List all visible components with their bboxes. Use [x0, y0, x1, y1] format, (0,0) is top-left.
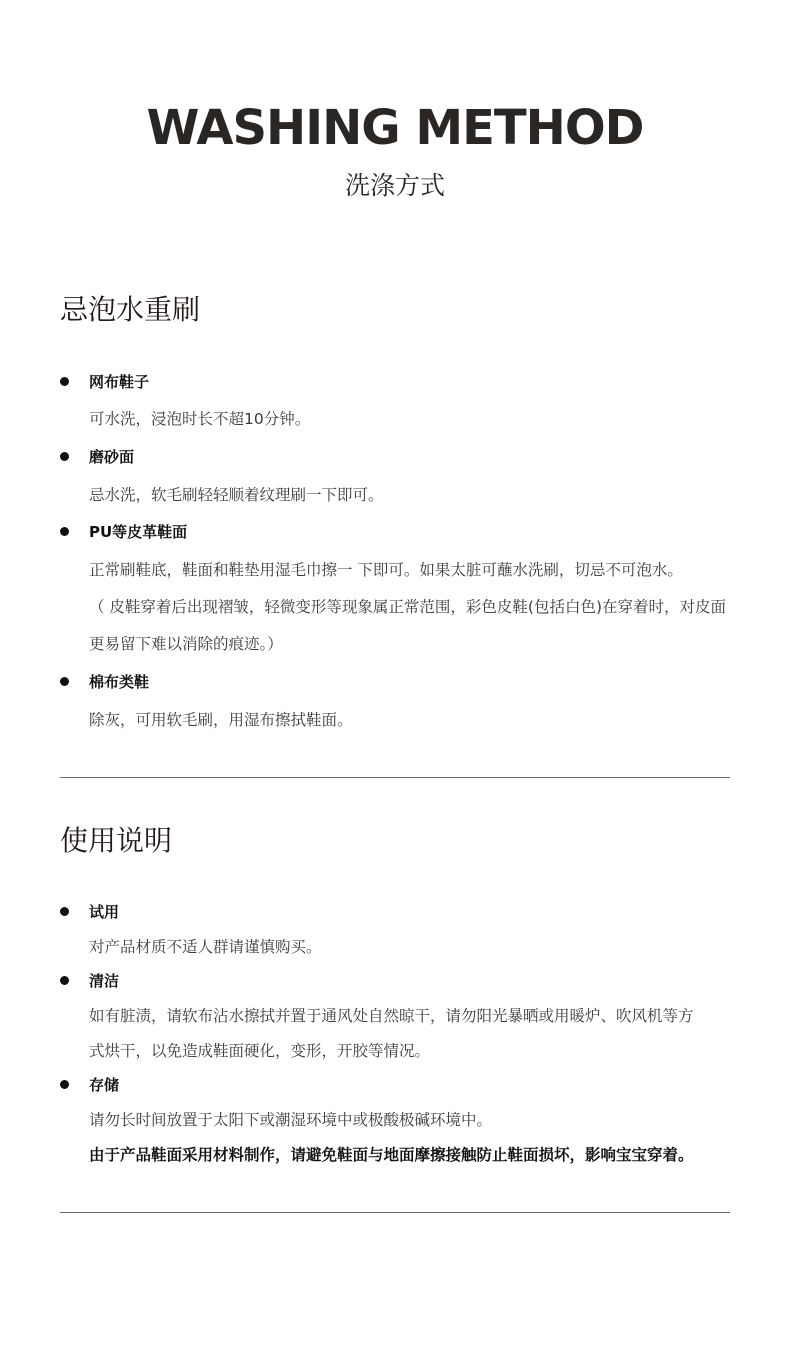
- item-title: 网布鞋子: [89, 373, 150, 391]
- item-text: 正常刷鞋底，鞋面和鞋垫用湿毛巾擦一 下即可。如果太脏可蘸水洗刷，切忌不可泡水。: [89, 561, 683, 579]
- bullet-dot-icon: [60, 1080, 69, 1089]
- page-subtitle: 洗涤方式: [344, 171, 445, 200]
- item-text: 可水洗，浸泡时长不超10分钟。: [89, 410, 311, 428]
- section-heading-soak: 忌泡水重刷: [60, 293, 201, 326]
- item-text: 式烘干，以免造成鞋面硬化，变形，开胶等情况。: [89, 1042, 431, 1060]
- item-title: 棉布类鞋: [89, 673, 150, 691]
- item-text: 如有脏渍，请软布沾水擦拭并置于通风处自然晾干，请勿阳光暴晒或用暖炉、吹风机等方: [89, 1007, 694, 1025]
- bullet-dot-icon: [60, 452, 69, 461]
- section-divider: [60, 777, 730, 778]
- item-text: 除灰，可用软毛刷，用湿布擦拭鞋面。: [89, 711, 353, 729]
- bullet-dot-icon: [60, 976, 69, 985]
- bullet-dot-icon: [60, 907, 69, 916]
- item-title: PU等皮革鞋面: [89, 523, 188, 541]
- item-text: 请勿长时间放置于太阳下或潮湿环境中或极酸极碱环境中。: [89, 1111, 493, 1129]
- section-divider: [60, 1212, 730, 1213]
- bullet-dot-icon: [60, 527, 69, 536]
- section-heading-instructions: 使用说明: [60, 824, 173, 857]
- item-text-warning: 由于产品鞋面采用材料制作，请避免鞋面与地面摩擦接触防止鞋面损坏，影响宝宝穿着。: [89, 1146, 694, 1164]
- item-title: 存储: [89, 1076, 120, 1094]
- item-title: 磨砂面: [89, 448, 135, 466]
- page-title: WASHING METHOD: [146, 100, 644, 156]
- bullet-dot-icon: [60, 677, 69, 686]
- item-text: 对产品材质不适人群请谨慎购买。: [89, 938, 322, 956]
- item-text: （ 皮鞋穿着后出现褶皱，轻微变形等现象属正常范围，彩色皮鞋(包括白色)在穿着时，对皮面: [89, 598, 727, 616]
- item-text: 更易留下难以消除的痕迹。）: [89, 635, 283, 653]
- item-title: 清洁: [89, 972, 120, 990]
- item-title: 试用: [89, 903, 120, 921]
- item-text: 忌水洗，软毛刷轻轻顺着纹理刷一下即可。: [89, 486, 384, 504]
- bullet-dot-icon: [60, 377, 69, 386]
